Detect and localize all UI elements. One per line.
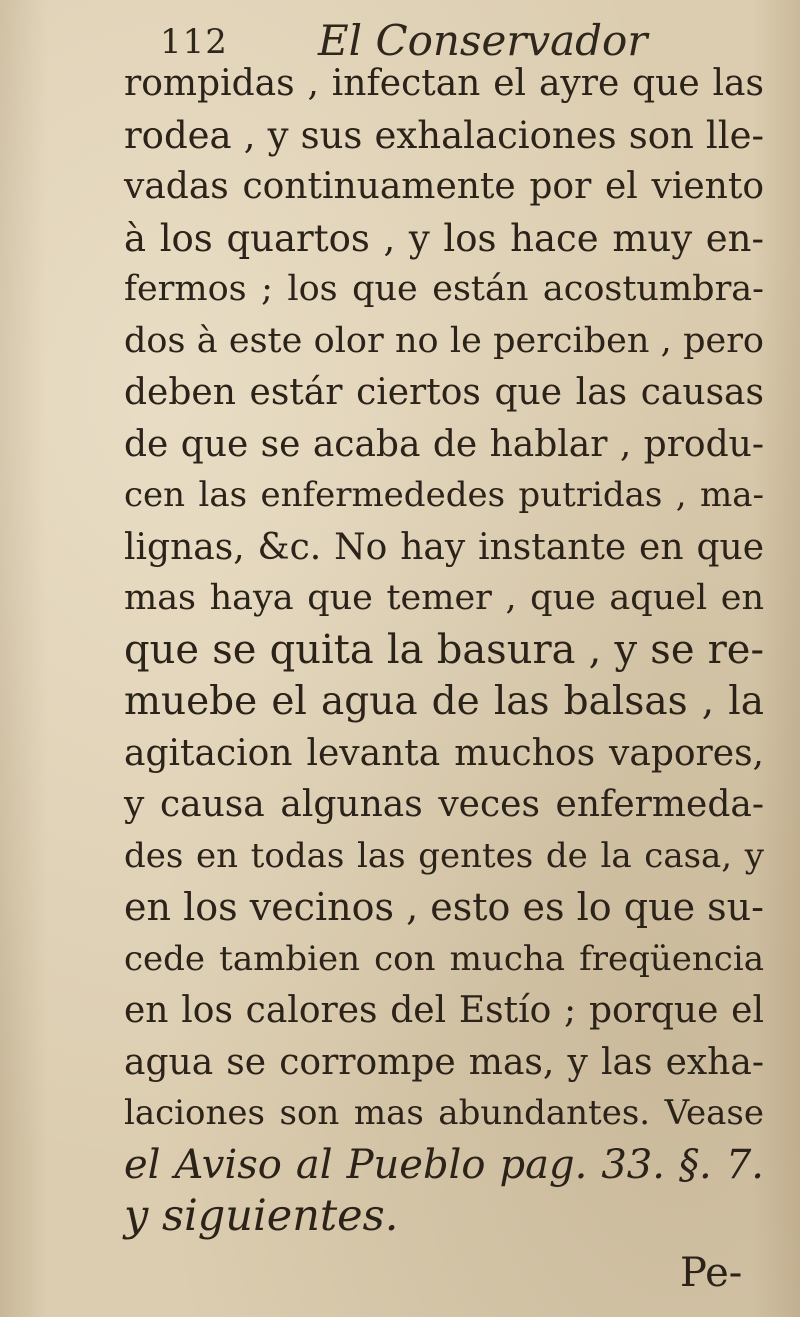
text-line: agitacion levanta muchos vapores,: [124, 732, 764, 774]
text-line: agua se corrompe mas, y las exha-: [124, 1041, 764, 1083]
text-line: mas haya que temer , que aquel en: [124, 578, 764, 618]
text-line: que se quita la basura , y se re-: [124, 626, 764, 673]
page-header: [0, 12, 800, 65]
text-line: laciones son mas abundantes. Vease: [124, 1093, 764, 1133]
text-line: des en todas las gentes de la casa, y: [124, 835, 764, 876]
running-head: El Conservador: [318, 16, 648, 65]
catchword: Pe-: [680, 1250, 743, 1296]
text-line: vadas continuamente por el viento: [124, 166, 764, 207]
text-line: y causa algunas veces enfermeda-: [124, 784, 764, 825]
body-text: [124, 58, 764, 1243]
text-line: deben estár ciertos que las causas: [124, 372, 764, 413]
text-line: en los calores del Estío ; porque el: [124, 990, 764, 1031]
text-line: dos à este olor no le perciben , pero: [124, 320, 764, 361]
page-number: 112: [160, 22, 228, 62]
text-line: rodea , y sus exhalaciones son lle-: [124, 113, 764, 157]
text-line: à los quartos , y los hace muy en-: [124, 216, 764, 260]
text-line: y siguientes.: [124, 1191, 399, 1241]
text-line: muebe el agua de las balsas , la: [124, 679, 764, 724]
text-line: el Aviso al Pueblo pag. 33. §. 7.: [124, 1141, 764, 1188]
text-line: de que se acaba de hablar , produ-: [124, 423, 764, 465]
text-line: fermos ; los que están acostumbra-: [124, 269, 764, 309]
text-line: lignas, &c. No hay instante en que: [124, 526, 764, 568]
text-line: cen las enfermededes putridas , ma-: [124, 475, 764, 515]
text-line: en los vecinos , esto es lo que su-: [124, 885, 764, 929]
text-line: cede tambien con mucha freqüencia: [124, 938, 764, 979]
text-line: rompidas , infectan el ayre que las: [124, 63, 764, 104]
